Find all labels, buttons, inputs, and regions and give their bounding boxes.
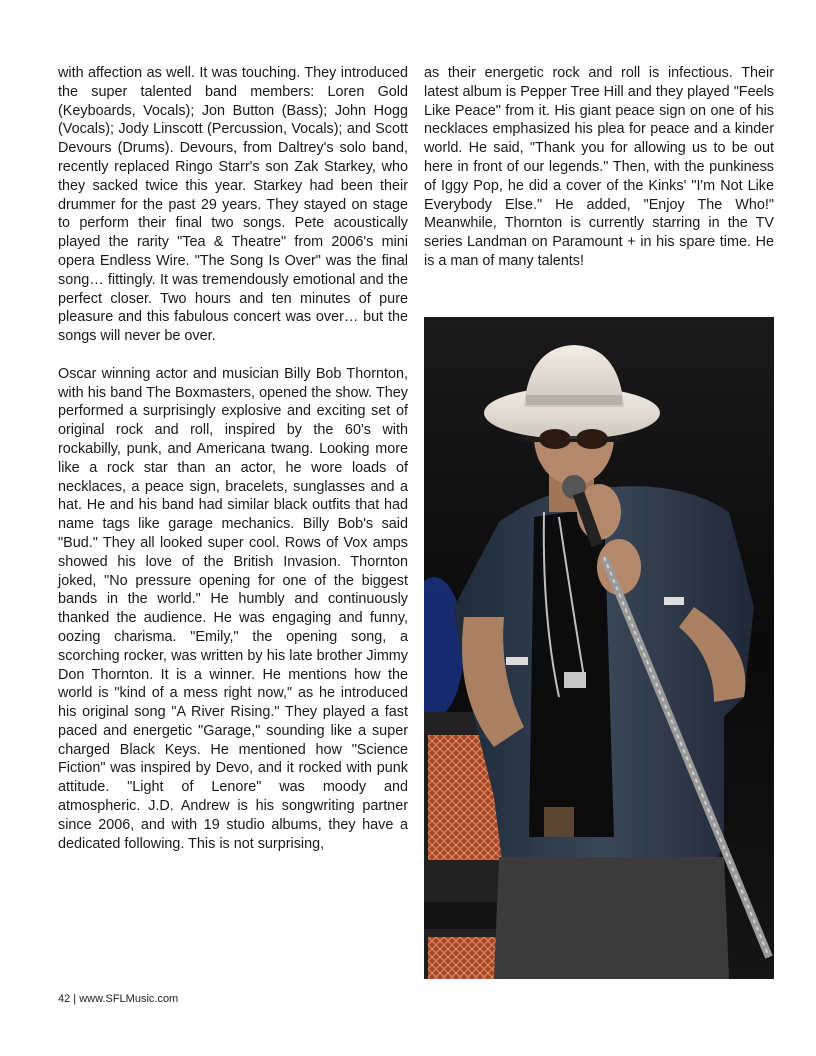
left-column — [58, 64, 408, 872]
page-footer: 42 | www.SFLMusic.com — [58, 993, 179, 1005]
right-column — [424, 64, 774, 290]
article-paragraph-3: as their energetic rock and roll is infectious. Their latest album is Pepper Tree Hill and they played "Feels Like Peace" from it. His giant peace sign on one of his necklaces emphasized his plea for peace and a kinder world. He said, "Thank you for allowing us to be out here in front of our legends." Then, with the punkiness of Iggy Pop, he did a cover of the Kinks' "I'm Not Like Everybody Else." He added, "Enjoy The Who!" Meanwhile, Thornton is currently starring in the TV series Landman on Paramount + in his spare time. He is a man of many talents! — [424, 65, 774, 269]
concert-photo — [424, 317, 774, 979]
article-paragraph-2: Oscar winning actor and musician Billy Bob Thornton, with his band The Boxmasters, opened the show. They performed a surprisingly explosive and exciting set of original rock and roll, inspired by the 60's with rockabilly, punk, and Americana twang. Looking more like a rock star than an actor, he wore loads of necklaces, a peace sign, bracelets, sunglasses and a hat. He and his band had similar black outfits that had name tags like garage mechanics. Billy Bob's said "Bud." They all looked super cool. Rows of Vox amps showed his love of the British Invasion. Thornton joked, "No pressure opening for one of the biggest bands in the world." He humbly and continuously thanked the audience. He was engaging and funny, oozing charisma. "Emily," the opening song, a scorching rocker, was written by his late brother Jimmy Don Thornton. It is a winner. He mentions how the world is "kind of a mess right now," as he introduced his original song "A River Rising." They played a fast paced and energetic "Garage," sounding like a super charged Black Keys. He mentioned how "Science Fiction" was inspired by Devo, and it rocked with punk attitude. "Light of Lenore" was moody and atmospheric. J.D. Andrew is his songwriting partner since 2006, and with 19 studio albums, they have a dedicated following. This is not surprising, — [58, 365, 408, 852]
article-paragraph-1: with affection as well. It was touching. They introduced the super talented band members: Loren Gold (Keyboards, Vocals); Jon Button (Bass); John Hogg (Vocals); Jody Linscott (Percussion, Vocals); and Scott Devours (Drums). Devours, from Daltrey's solo band, recently replaced Ringo Starr's son Zak Starkey, who they sacked twice this year. Starkey had been their drummer for the past 29 years. They stayed on stage to perform their final two songs. Pete acoustically played the rarity "Tea & Theatre" from 2006's mini opera Endless Wire. "The Song Is Over" was the final song… fittingly. It was tremendously emotional and the perfect closer. Two hours and ten minutes of pure pleasure and this fabulous concert was over… but the songs will never be over. — [58, 65, 408, 345]
